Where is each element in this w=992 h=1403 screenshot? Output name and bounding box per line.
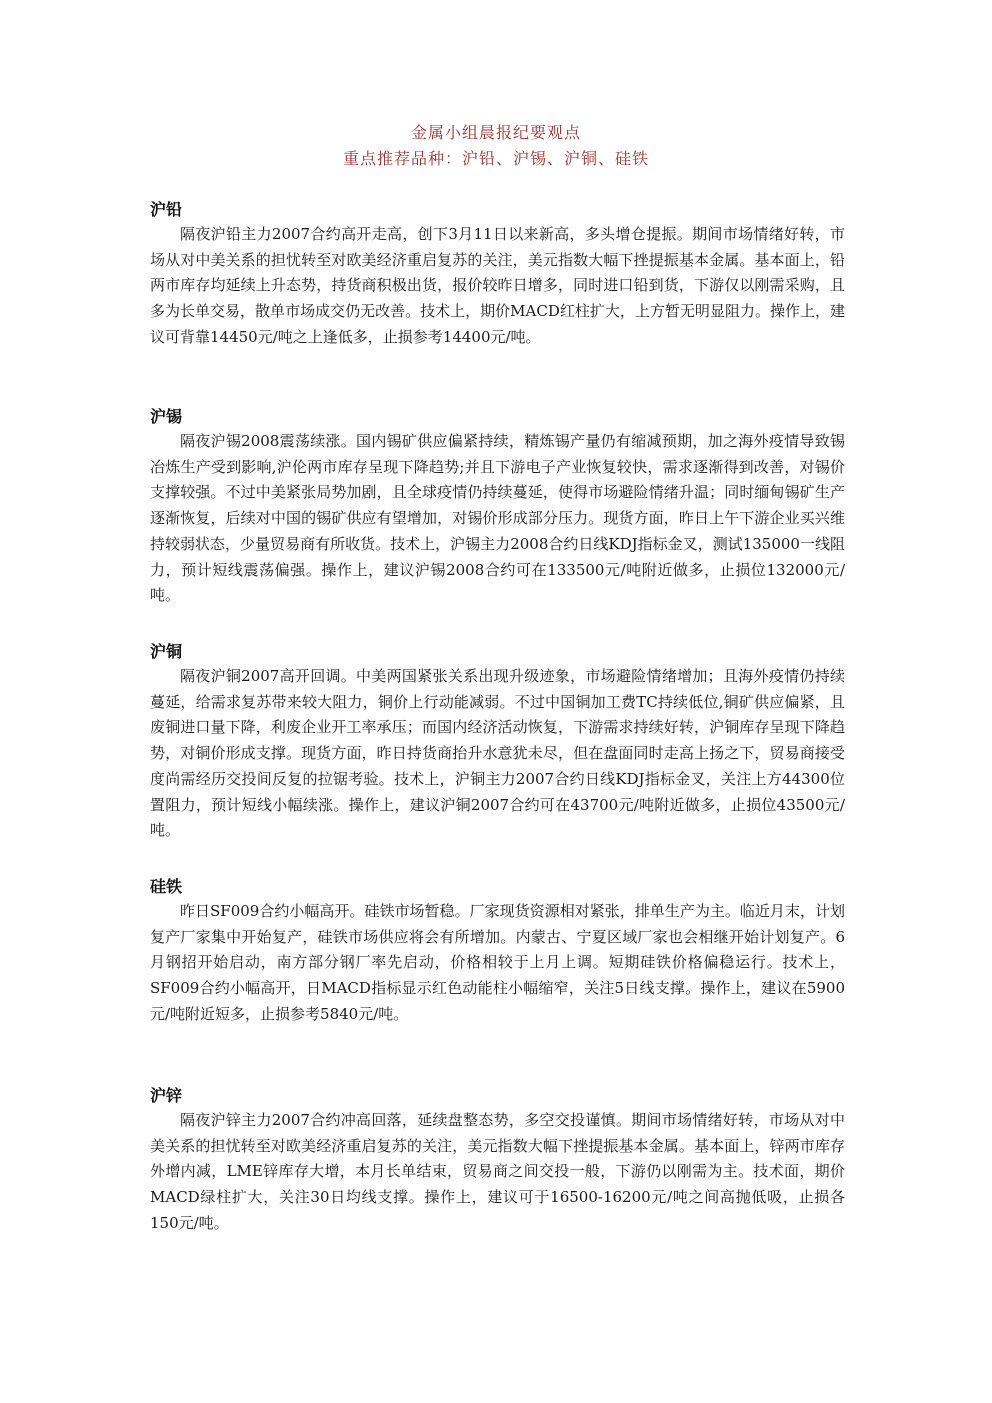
report-header [0, 120, 992, 172]
section-copper [150, 640, 845, 844]
section-body: 昨日SF009合约小幅高开。硅铁市场暂稳。厂家现货资源相对紧张，排单生产为主。临近月末，计划复产厂家集中开始复产，硅铁市场供应将会有所增加。内蒙古、宁夏区域厂家也会相继开始计划复产。6月钢招开始启动，南方部分钢厂率先启动，价格相较于上月上调。短期硅铁价格偏稳运行。技术上，SF009合约小幅高开，日MACD指标显示红色动能柱小幅缩窄，关注5日线支撑。操作上，建议在5900元/吨附近短多，止损参考5840元/吨。 [150, 902, 845, 1023]
section-body: 隔夜沪铅主力2007合约高开走高，创下3月11日以来新高，多头增仓提振。期间市场情绪好转，市场从对中美关系的担忧转至对欧美经济重启复苏的关注，美元指数大幅下挫提振基本金属。基本面上，铅两市库存均延续上升态势，持货商积极出货，报价较昨日增多，同时进口铅到货，下游仅以刚需采购，且多为长单交易，散单市场成交仍无改善。技术上，期价MACD红柱扩大，上方暂无明显阻力。操作上，建议可背靠14450元/吨之上逢低多，止损参考14400元/吨。 [150, 225, 845, 346]
section-body: 隔夜沪锌主力2007合约冲高回落，延续盘整态势，多空交投谨慎。期间市场情绪好转，市场从对中美关系的担忧转至对欧美经济重启复苏的关注，美元指数大幅下挫提振基本金属。基本面上，锌两市库存外增内减，LME锌库存大增，本月长单结束，贸易商之间交投一般，下游仍以刚需为主。技术面，期价MACD绿柱扩大，关注30日均线支撑。操作上，建议可于16500-16200元/吨之间高抛低吸，止损各150元/吨。 [150, 1111, 845, 1232]
section-ferrosilicon [150, 875, 845, 1028]
report-title: 金属小组晨报纪要观点 [410, 123, 581, 142]
section-heading: 硅铁 [150, 877, 183, 896]
report-subtitle: 重点推荐品种：沪铅、沪锡、沪铜、硅铁 [342, 149, 649, 168]
section-heading: 沪铜 [150, 642, 183, 661]
section-body: 隔夜沪铜2007高开回调。中美两国紧张关系出现升级迹象，市场避险情绪增加；且海外疫情仍持续蔓延，给需求复苏带来较大阻力，铜价上行动能减弱。不过中国铜加工费TC持续低位,铜矿供应偏紧，且废铜进口量下降，利废企业开工率承压；而国内经济活动恢复，下游需求持续好转，沪铜库存呈现下降趋势，对铜价形成支撑。现货方面，昨日持货商抬升水意犹未尽，但在盘面同时走高上扬之下，贸易商接受度尚需经历交投间反复的拉锯考验。技术上，沪铜主力2007合约日线KDJ指标金叉，关注上方44300位置阻力，预计短线小幅续涨。操作上，建议沪铜2007合约可在43700元/吨附近做多，止损位43500元/吨。 [150, 667, 845, 840]
section-tin [150, 405, 845, 609]
section-heading: 沪锡 [150, 407, 183, 426]
section-lead [150, 198, 845, 351]
section-body: 隔夜沪锡2008震荡续涨。国内锡矿供应偏紧持续，精炼锡产量仍有缩减预期，加之海外疫情导致锡冶炼生产受到影响,沪伦两市库存呈现下降趋势;并且下游电子产业恢复较快，需求逐渐得到改善，对锡价支撑较强。不过中美紧张局势加剧，且全球疫情仍持续蔓延，使得市场避险情绪升温；同时缅甸锡矿生产逐渐恢复，后续对中国的锡矿供应有望增加，对锡价形成部分压力。现货方面，昨日上午下游企业买兴维持较弱状态，少量贸易商有所收货。技术上，沪锡主力2008合约日线KDJ指标金叉，测试135000一线阻力，预计短线震荡偏强。操作上，建议沪锡2008合约可在133500元/吨附近做多，止损位132000元/吨。 [150, 432, 845, 605]
section-zinc [150, 1084, 845, 1237]
section-heading: 沪铅 [150, 200, 183, 219]
section-heading: 沪锌 [150, 1086, 183, 1105]
